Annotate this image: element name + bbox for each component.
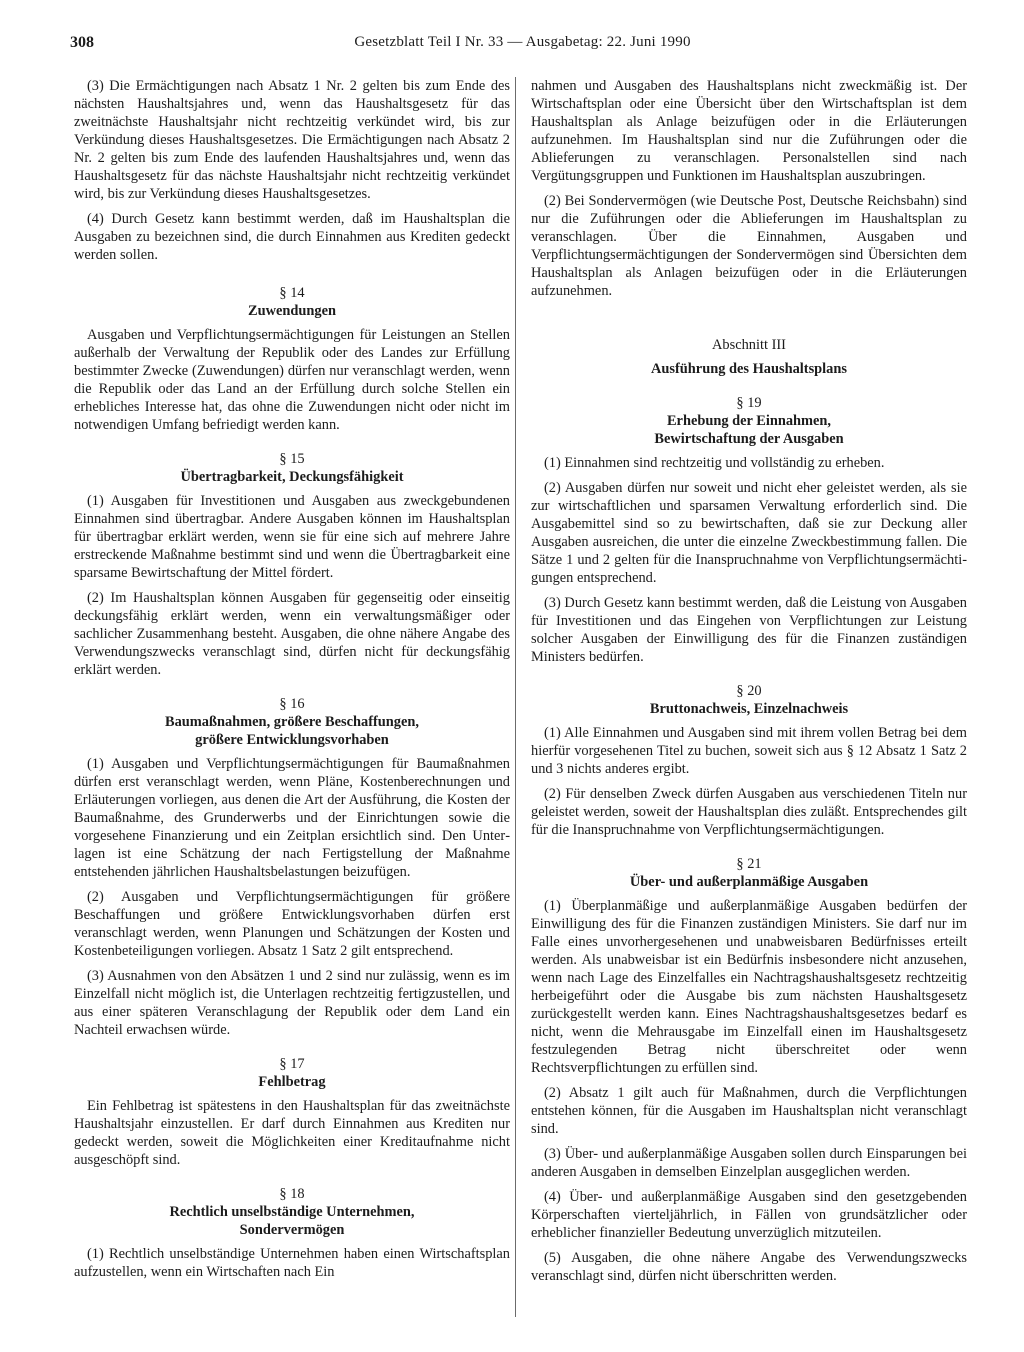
section-18-number: § 18 <box>279 1186 305 1202</box>
section-15-heading <box>74 450 510 486</box>
section-18-title-line-1: Rechtlich unselbständige Unternehmen, <box>169 1204 415 1220</box>
section-19-heading <box>531 394 967 448</box>
section-18-paragraph-1-continued: nahmen und Ausgaben des Haushaltsplans nicht zweckmäßig ist. Der Wirtschaftsplan oder eine Übersicht über den Wirtschaftsplan ist dem Haushaltsplan als Anlage beizufügen oder in die Erläuterungen aufzunehmen. Im Haushaltsplan sind nur die Zuführungen oder die Ablieferungen zu veranschlagen. Personalstellen sind nach Vergütungsgruppen und Funktionen im Haushaltsplan auszubringen. <box>531 78 967 184</box>
chapter-label: Abschnitt III <box>712 337 786 353</box>
section-14-title: Zuwendungen <box>248 303 336 319</box>
running-title: Gesetzblatt Teil I Nr. 33 — Ausgabetag: 22. Juni 1990 <box>354 34 691 50</box>
left-column <box>74 77 510 1288</box>
section-21-heading <box>531 855 967 891</box>
section-14-heading <box>74 284 510 320</box>
column-divider <box>515 77 516 1317</box>
section-16-paragraph-2: (2) Ausgaben und Verpflichtungsermächtigungen für größere Beschaffungen und größere Entwicklungsvorhaben dürfen erst veranschlagt werden, wenn Planungen und Schätzungen der Kosten und Kostenbeteiligungen vorliegen. Absatz 1 Satz 2 gilt entsprechend. <box>74 889 510 959</box>
section-19-paragraph-1: (1) Einnahmen sind rechtzeitig und vollständig zu erheben. <box>544 455 885 471</box>
section-17-heading <box>74 1055 510 1091</box>
chapter-heading <box>531 336 967 378</box>
section-15-number: § 15 <box>279 451 305 467</box>
section-15-paragraph-1: (1) Ausgaben für Investitionen und Ausgaben aus zweckgebundenen Einnahmen sind übertragbar. Andere Ausgaben können im Haushaltsplan für übertragbar erklärt werden, wenn sie für eine sich auf mehrere Jahre erstreckende Maßnahme bestimmt sind und wenn die Übertragbarkeit eine sparsame Bewirtschaftung der Mittel fördert. <box>74 493 510 581</box>
section-16-title-line-1: Baumaßnahmen, größere Beschaffungen, <box>165 714 419 730</box>
section-21-paragraph-2: (2) Absatz 1 gilt auch für Maßnahmen, durch die Verpflichtungen entstehen können, für die Ausgaben im Haushaltsplan nicht veranschlagt sind. <box>531 1085 967 1137</box>
section-21-number: § 21 <box>736 856 762 872</box>
section-17-number: § 17 <box>279 1056 305 1072</box>
section-20-paragraph-1: (1) Alle Einnahmen und Ausgaben sind mit ihrem vollen Betrag bei dem hierfür vorgesehenen Titel zu buchen, soweit sich aus § 12 Absatz 1 Satz 2 und 3 nichts anderes ergibt. <box>531 725 967 777</box>
section-19-number: § 19 <box>736 395 762 411</box>
section-18-heading <box>74 1185 510 1239</box>
section-20-title: Bruttonachweis, Einzelnachweis <box>649 701 849 717</box>
section-20-heading <box>531 682 967 718</box>
section-19-title-line-2: Bewirtschaftung der Ausgaben <box>654 431 844 447</box>
section-20-paragraph-2: (2) Für denselben Zweck dürfen Ausgaben aus verschiedenen Titeln nur geleistet werden, soweit der Haushaltsplan dies zuläßt. Entsprechendes gilt für die Inanspruchnahme von Verpflichtungsermächtigungen. <box>531 786 967 838</box>
section-19-title-line-1: Erhebung der Einnahmen, <box>666 413 832 429</box>
section-18-paragraph-2: (2) Bei Sondervermögen (wie Deutsche Post, Deutsche Reichsbahn) sind nur die Zuführungen oder die Ablieferungen im Haushaltsplan zu veranschlagen. Über die Einnahmen, Ausgaben und Verpflichtungsermächtigungen der Sondervermögen sind Übersichten dem Haushaltsplan als Anlagen beizufügen oder in die Erläuterungen aufzunehmen. <box>531 193 967 299</box>
right-column <box>531 77 967 1292</box>
section-21-paragraph-5: (5) Ausgaben, die ohne nähere Angabe des Verwendungszwecks veranschlagt sind, dürfen nicht überschritten werden. <box>531 1250 967 1284</box>
section-18-paragraph-1: (1) Rechtlich unselbständige Unternehmen haben einen Wirtschaftsplan aufzustellen, wenn ein Wirtschaften nach Ein <box>74 1246 510 1280</box>
page-header <box>70 34 975 58</box>
section-16-number: § 16 <box>279 696 305 712</box>
page-number: 308 <box>70 34 94 51</box>
section-19-paragraph-3: (3) Durch Gesetz kann bestimmt werden, daß die Leistung von Ausgaben für Investitionen und das Eingehen von Verpflichtungen zur Leistung solcher Ausgaben der Einwilligung des für die Finanzen zuständigen Ministers bedürfen. <box>531 595 967 665</box>
section-21-title: Über- und außerplanmäßige Ausgaben <box>629 874 869 890</box>
section-15-title: Übertragbarkeit, Deckungsfähigkeit <box>180 469 404 485</box>
section-16-title-line-2: größere Entwicklungsvorhaben <box>195 732 389 748</box>
section-16-heading <box>74 695 510 749</box>
section-16-paragraph-3: (3) Ausnahmen von den Absätzen 1 und 2 sind nur zulässig, wenn es im Einzelfall nicht möglich ist, die Unterlagen rechtzeitig fertigzustellen, und aus einer späteren Veranschlagung der Republik oder dem Land ein Nachteil erwachsen würde. <box>74 968 510 1038</box>
section-17-title: Fehlbetrag <box>258 1074 326 1090</box>
section-17-paragraph-1: Ein Fehlbetrag ist spätestens in den Haushaltsplan für das zweitnächste Haushaltsjahr einzustellen. Er darf durch Einnahmen aus Krediten nur gedeckt werden, soweit die Möglichkeiten einer Kreditaufnahme nicht ausgeschöpft sind. <box>74 1098 510 1168</box>
section-14-paragraph-1: Ausgaben und Verpflichtungsermächtigungen für Leistungen an Stellen außerhalb der Verwaltung der Republik oder des Landes zur Erfüllung bestimmter Zwecke (Zuwendungen) dürfen nur veranschlagt werden, wenn die Republik oder das Land an der Erfüllung durch solche Stellen ein erhebliches Interesse hat, das ohne die Zuwendungen nicht oder nicht im notwendigen Umfang befriedigt werden kann. <box>74 327 510 433</box>
section-15-paragraph-2: (2) Im Haushaltsplan können Ausgaben für gegenseitig oder einseitig deckungsfähig erklärt werden, wenn ein verwaltungsmäßiger oder sachlicher Zusammenhang besteht. Ausgaben, die ohne nähere Angabe des Verwendungszwecks veranschlagt sind, dürfen nicht für deckungsfähig erklärt werden. <box>74 590 510 678</box>
section-21-paragraph-1: (1) Überplanmäßige und außerplanmäßige Ausgaben bedürfen der Einwilligung des für die Finanzen zuständigen Ministers. Sie darf nur im Falle eines unvorhergesehenen und unabweisbaren Bedürfnisses erteilt werden. Als unabweisbar ist ein Bedürfnis insbesondere nicht anzusehen, wenn nach Lage des Einzelfalles ein Nachtragshaushaltsgesetz rechtzeitig herbeigeführt oder die Ausgabe bis zum nächsten Haushaltsgesetz zurückgestellt werden kann. Eines Nachtragshaushaltsgesetzes bedarf es nicht, wenn die Mehrausgabe im Einzelfall einen im Haushaltsgesetz festzulegenden Betrag nicht überschreitet oder wenn Rechtsverpflichtungen zu erfüllen sind. <box>531 898 967 1076</box>
paragraph-13-3: (3) Die Ermächtigungen nach Absatz 1 Nr. 2 gelten bis zum Ende des nächsten Haushaltsjahres und, wenn das Haushaltsgesetz für das zweitnächste Haushaltsjahr nicht rechtzeitig verkündet wird, bis zur Verkündung dieses Haushaltsgesetzes. Die Ermächtigungen nach Absatz 2 Nr. 2 gelten bis zum Ende des laufenden Haushaltsjahres und, wenn das Haushaltsgesetz für das nächste Haushaltsjahr nicht rechtzeitig verkündet wird, bis zur Verkündung dieses Haushaltsgesetzes. <box>74 78 510 202</box>
section-19-paragraph-2: (2) Ausgaben dürfen nur soweit und nicht eher geleistet werden, als sie zur wirtschaftlichen und sparsamen Verwaltung erforderlich sind. Die Ausgabemittel sind so zu bewirtschaften, daß sie zur Deckung aller Ausgaben ausreichen, die unter die einzelne Zweckbestimmung fallen. Die Sätze 1 und 2 gelten für die Inanspruchnahme von Verpflichtungsermächtigungen entsprechend. <box>531 480 967 586</box>
paragraph-13-4: (4) Durch Gesetz kann bestimmt werden, daß im Haushaltsplan die Ausgaben zu bezeichnen sind, die durch Einnahmen aus Krediten gedeckt werden sollen. <box>74 211 510 263</box>
section-21-paragraph-3: (3) Über- und außerplanmäßige Ausgaben sollen durch Einsparungen bei anderen Ausgaben in demselben Einzelplan ausgeglichen werden. <box>531 1146 967 1180</box>
section-21-paragraph-4: (4) Über- und außerplanmäßige Ausgaben sind den gesetzgebenden Körperschaften vierteljährlich, in Fällen von grundsätzlicher oder erheblicher finanzieller Bedeutung unverzüglich mitzuteilen. <box>531 1189 967 1241</box>
chapter-title: Ausführung des Haushaltsplans <box>651 361 847 377</box>
section-16-paragraph-1: (1) Ausgaben und Verpflichtungsermächtigungen für Baumaßnahmen dürfen erst veranschlagt werden, wenn Pläne, Kostenberechnungen und Erläuterungen vorliegen, aus denen die Art der Ausführung, die Kosten der Baumaßnahme, des Grunderwerbs und der Einrichtungen sowie die vorgesehene Finanzierung und ein Zeitplan ersichtlich sind. Den Unterlagen ist eine Schätzung der nach Fertigstellung der Maßnahme entstehenden jährlichen Haushaltsbelastungen beizufügen. <box>74 756 510 880</box>
section-14-number: § 14 <box>279 285 305 301</box>
section-20-number: § 20 <box>736 683 762 699</box>
section-18-title-line-2: Sondervermögen <box>239 1222 345 1238</box>
